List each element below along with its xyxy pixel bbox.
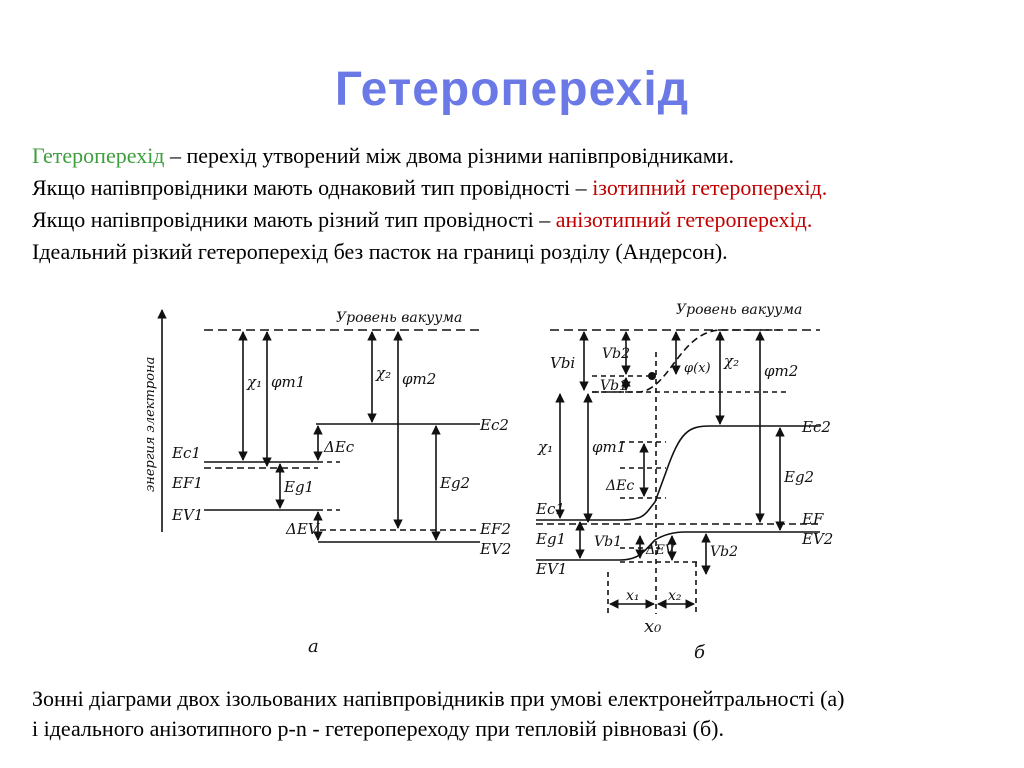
chi1-label-a: χ₁ xyxy=(247,373,263,391)
dev-label-b: ΔEV xyxy=(646,543,675,558)
vb1-label-b: Vb1 xyxy=(600,378,628,394)
vb2-low-label-b: Vb2 xyxy=(710,544,738,560)
ec2-label-b: Ec2 xyxy=(802,418,831,436)
ec-band-b xyxy=(536,426,820,520)
ev2-label-b: EV2 xyxy=(802,530,834,548)
vbi-label-b: Vbi xyxy=(550,354,576,372)
isotype-text: Якщо напівпровідники мають однаковий тип провідності – xyxy=(32,175,593,200)
anisotype-text: Якщо напівпровідники мають різний тип провідності – xyxy=(32,207,556,232)
ef-label-b: EF xyxy=(802,510,824,528)
axis-label-a: энергия электрона xyxy=(143,356,158,492)
vacuum-label-a: Уровень вакуума xyxy=(336,310,463,326)
definition-line-3 xyxy=(32,204,1012,236)
anderson-text: Ідеальний різкий гетероперехід без пасток на границі розділу (Андерсон). xyxy=(32,239,728,264)
page-title: Гетероперехід xyxy=(334,63,690,116)
ef1-label-a: EF1 xyxy=(172,474,203,492)
ec1-label-b: Ec1 xyxy=(536,500,565,518)
term-heterojunction: Гетероперехід xyxy=(32,143,165,168)
band-diagram-svg xyxy=(140,292,840,672)
ef2-label-a: EF2 xyxy=(480,520,511,538)
phim1-label-b: φm1 xyxy=(592,438,627,456)
eg1-label-b: Eg1 xyxy=(536,530,567,548)
eg2-label-a: Eg2 xyxy=(440,474,471,492)
period: . xyxy=(806,207,813,232)
x0-label-b: x₀ xyxy=(644,616,662,637)
x1-label-b: x₁ xyxy=(626,588,640,604)
phim2-label-a: φm2 xyxy=(402,370,437,388)
vb2-label-b: Vb2 xyxy=(602,346,630,362)
dec-label-a: ΔEc xyxy=(324,438,355,456)
phix-label-b: φ(x) xyxy=(684,361,711,376)
ec2-label-a: Ec2 xyxy=(480,416,509,434)
definition-lines xyxy=(32,140,1012,268)
definition-line-2 xyxy=(32,172,1012,204)
figure-caption xyxy=(32,684,1012,744)
ec1-label-a: Ec1 xyxy=(172,444,201,462)
caption-b: б xyxy=(694,642,705,663)
eg2-label-b: Eg2 xyxy=(784,468,815,486)
ev2-label-a: EV2 xyxy=(480,540,512,558)
vacuum-label-b: Уровень вакуума xyxy=(676,302,803,318)
ev1-label-a: EV1 xyxy=(172,506,204,524)
caption-a: а xyxy=(308,636,319,657)
term-anisotype: анізотипний гетероперехід xyxy=(555,207,807,232)
chi1-label-b: χ₁ xyxy=(538,438,554,456)
phim1-label-a: φm1 xyxy=(271,373,306,391)
definition-line-4 xyxy=(32,236,1012,268)
chi2-label-b: χ₂ xyxy=(724,352,740,370)
period: . xyxy=(821,175,828,200)
definition-line-1 xyxy=(32,140,1012,172)
term-isotype: ізотипний гетероперехід xyxy=(592,175,822,200)
vb1-low-label-b: Vb1 xyxy=(594,534,622,550)
definition-text: – перехід утворений між двома різними напівпровідниками. xyxy=(164,143,734,168)
x2-label-b: x₂ xyxy=(668,588,682,604)
dev-label-a: ΔEV xyxy=(286,520,319,538)
eg1-label-a: Eg1 xyxy=(284,478,315,496)
dec-label-b: ΔEc xyxy=(606,478,635,494)
phim2-label-b: φm2 xyxy=(764,362,799,380)
chi2-label-a: χ₂ xyxy=(376,364,392,382)
band-diagram-figure xyxy=(140,292,840,677)
caption-line-1: Зонні діаграми двох ізольованих напівпровідників при умові електронейтральності (а) xyxy=(32,686,845,711)
caption-line-2: і ідеального анізотипного p-n - гетеропереходу при тепловій рівновазі (б). xyxy=(32,716,725,741)
ev-band-b xyxy=(536,532,820,560)
ev1-label-b: EV1 xyxy=(536,560,568,578)
